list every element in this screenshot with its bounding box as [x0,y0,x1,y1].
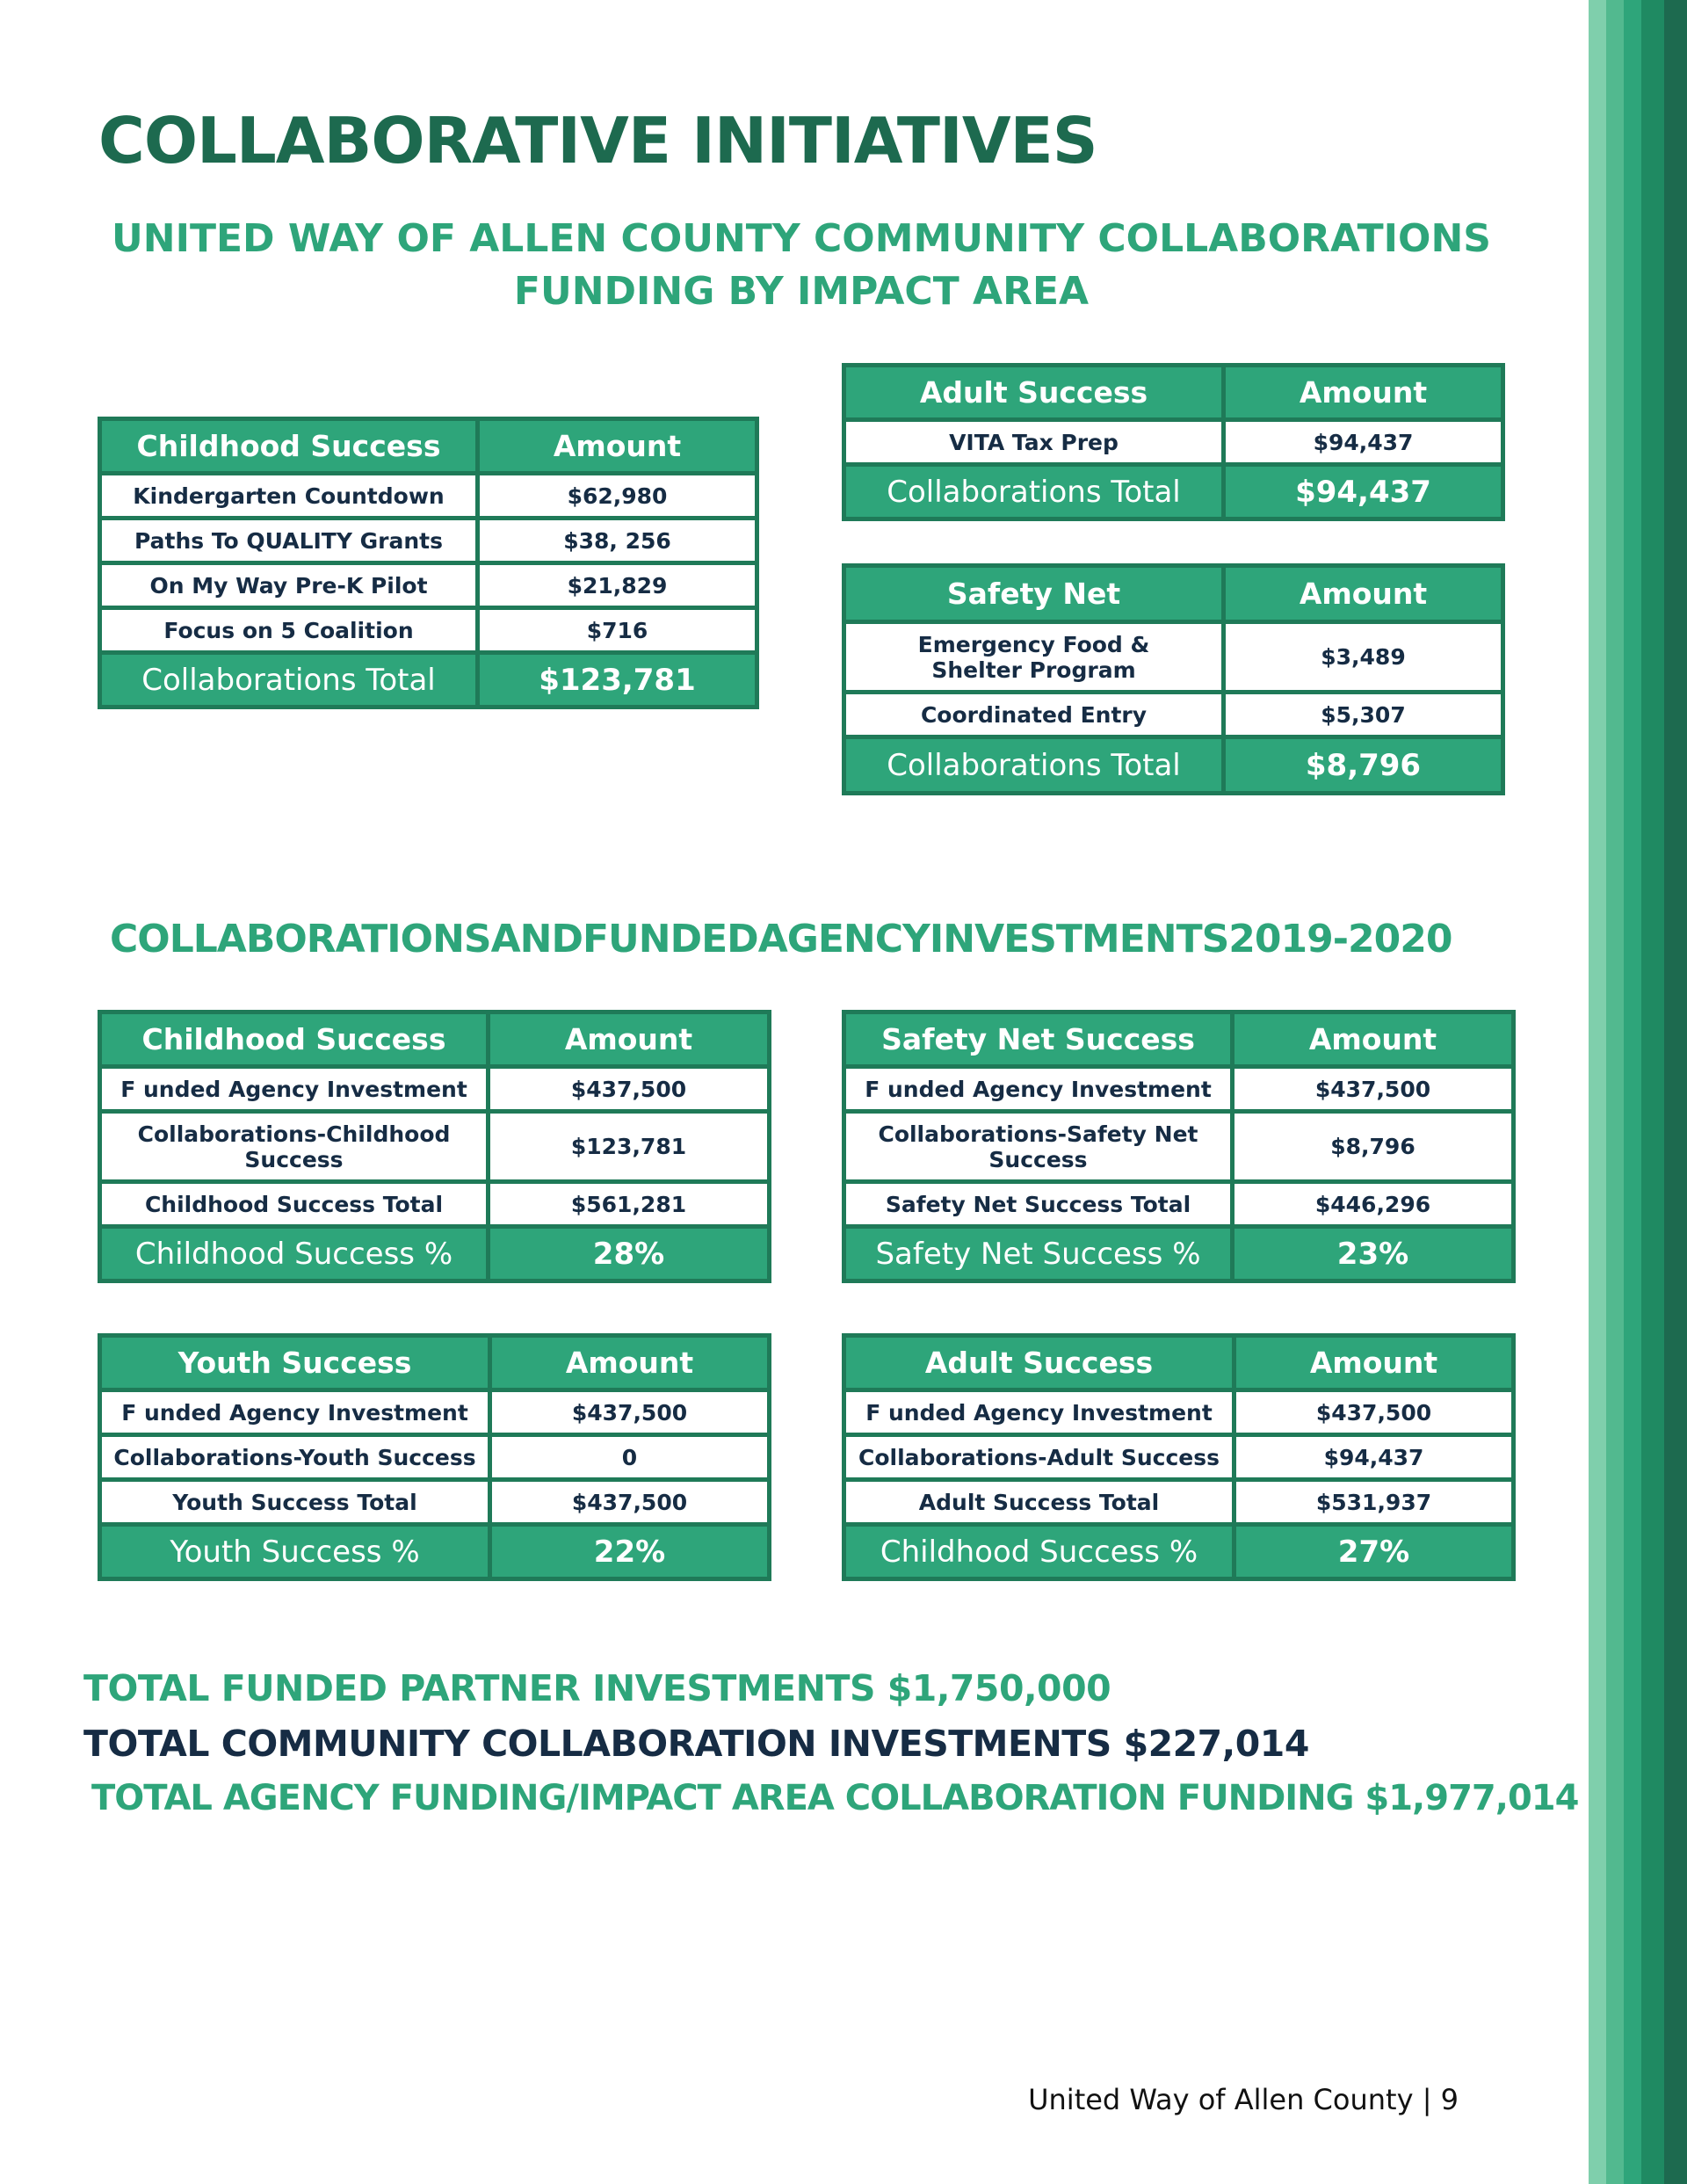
adult-investments-table [842,1333,1516,1581]
header-amount: Amount [1234,1336,1514,1390]
header-amount: Amount [1224,566,1503,622]
row-amount: $21,829 [478,563,757,608]
total-amount: 23% [1233,1227,1514,1281]
header-label: Youth Success [100,1336,490,1390]
row-label: F unded Agency Investment [100,1390,490,1435]
total-amount: 28% [489,1227,770,1281]
row-amount: $437,500 [490,1390,770,1435]
row-label: Paths To QUALITY Grants [100,519,478,563]
total-amount: $94,437 [1224,465,1503,519]
row-label: Kindergarten Countdown [100,474,478,519]
row-amount: $446,296 [1233,1182,1514,1227]
table-total-row [100,1525,770,1579]
subtitle [98,213,1504,318]
header-amount: Amount [1224,366,1503,420]
table-header-row [844,1012,1514,1067]
row-amount: $437,500 [1233,1067,1514,1112]
table-header-row [100,1012,770,1067]
section-heading: COLLABORATIONSANDFUNDEDAGENCYINVESTMENTS2019-2020 [110,917,1452,961]
row-amount: $531,937 [1234,1480,1514,1525]
row-amount: $94,437 [1224,420,1503,465]
header-amount: Amount [1233,1012,1514,1067]
table-total-row [100,1227,770,1281]
childhood-investments-table [98,1010,771,1283]
row-label: On My Way Pre-K Pilot [100,563,478,608]
page-title: COLLABORATIVE INITIATIVES [98,104,1097,178]
row-label: Collaborations-Adult Success [844,1435,1234,1480]
table-header-row [844,566,1503,622]
childhood-collaborations-table [98,417,759,709]
stripe [1641,0,1664,2184]
table-header-row [844,366,1503,420]
table-row [844,1182,1514,1227]
row-amount: $5,307 [1224,693,1503,737]
subtitle-line-1: UNITED WAY OF ALLEN COUNTY COMMUNITY COLLABORATIONS [112,216,1491,261]
youth-investments-table [98,1333,771,1581]
stripe [1664,0,1687,2184]
total-amount: 22% [490,1525,770,1579]
row-label: Safety Net Success Total [844,1182,1233,1227]
total-label: Youth Success % [100,1525,490,1579]
safety-net-collaborations-table [842,563,1505,795]
table-row [100,1480,770,1525]
row-label: Adult Success Total [844,1480,1234,1525]
header-label: Childhood Success [100,419,478,474]
header-label: Adult Success [844,1336,1234,1390]
table-header-row [100,419,757,474]
table-row [100,1390,770,1435]
row-amount: $437,500 [490,1480,770,1525]
row-amount: $437,500 [489,1067,770,1112]
row-amount: $38, 256 [478,519,757,563]
header-amount: Amount [489,1012,770,1067]
table-row [100,1435,770,1480]
row-label: Collaborations-Childhood Success [100,1112,489,1182]
page-footer: United Way of Allen County | 9 [1028,2083,1459,2116]
table-row [844,693,1503,737]
row-label: Youth Success Total [100,1480,490,1525]
total-label: Collaborations Total [844,465,1224,519]
total-label: Collaborations Total [844,737,1224,794]
header-label: Childhood Success [100,1012,489,1067]
row-amount: 0 [490,1435,770,1480]
summary-total-agency-funding: TOTAL AGENCY FUNDING/IMPACT AREA COLLABORATION FUNDING $1,977,014 [91,1778,1579,1818]
adult-collaborations-table [842,363,1505,521]
stripe [1589,0,1606,2184]
row-amount: $561,281 [489,1182,770,1227]
total-label: Collaborations Total [100,653,478,707]
row-label: VITA Tax Prep [844,420,1224,465]
row-label: Coordinated Entry [844,693,1224,737]
stripe [1606,0,1624,2184]
table-row [844,1067,1514,1112]
table-total-row [100,653,757,707]
row-amount: $94,437 [1234,1435,1514,1480]
header-amount: Amount [478,419,757,474]
table-row [100,563,757,608]
table-total-row [844,737,1503,794]
row-amount: $8,796 [1233,1112,1514,1182]
summary-funded-partner-investments: TOTAL FUNDED PARTNER INVESTMENTS $1,750,000 [83,1667,1111,1709]
table-row [844,1480,1514,1525]
total-amount: 27% [1234,1525,1514,1579]
summary-community-collaboration-investments: TOTAL COMMUNITY COLLABORATION INVESTMENTS $227,014 [83,1723,1309,1765]
subtitle-line-2: FUNDING BY IMPACT AREA [513,269,1090,314]
table-total-row [844,1227,1514,1281]
row-label: Collaborations-Safety Net Success [844,1112,1233,1182]
table-row [100,1067,770,1112]
row-amount: $62,980 [478,474,757,519]
table-row [100,1112,770,1182]
total-label: Safety Net Success % [844,1227,1233,1281]
table-row [844,420,1503,465]
row-label: Collaborations-Youth Success [100,1435,490,1480]
table-row [100,608,757,653]
table-total-row [844,1525,1514,1579]
row-label: Childhood Success Total [100,1182,489,1227]
header-label: Adult Success [844,366,1224,420]
table-row [844,622,1503,693]
table-header-row [100,1336,770,1390]
row-label: F unded Agency Investment [844,1067,1233,1112]
row-label: F unded Agency Investment [844,1390,1234,1435]
table-row [844,1390,1514,1435]
total-amount: $123,781 [478,653,757,707]
row-amount: $3,489 [1224,622,1503,693]
table-row [100,519,757,563]
table-total-row [844,465,1503,519]
total-amount: $8,796 [1224,737,1503,794]
header-amount: Amount [490,1336,770,1390]
header-label: Safety Net [844,566,1224,622]
table-row [100,1182,770,1227]
row-amount: $716 [478,608,757,653]
table-row [844,1112,1514,1182]
stripe [1624,0,1641,2184]
safety-net-investments-table [842,1010,1516,1283]
table-header-row [844,1336,1514,1390]
row-label: Focus on 5 Coalition [100,608,478,653]
row-amount: $437,500 [1234,1390,1514,1435]
table-row [100,474,757,519]
row-label: Emergency Food & Shelter Program [844,622,1224,693]
side-stripes [1589,0,1687,2184]
row-label: F unded Agency Investment [100,1067,489,1112]
table-row [844,1435,1514,1480]
total-label: Childhood Success % [844,1525,1234,1579]
row-amount: $123,781 [489,1112,770,1182]
header-label: Safety Net Success [844,1012,1233,1067]
total-label: Childhood Success % [100,1227,489,1281]
